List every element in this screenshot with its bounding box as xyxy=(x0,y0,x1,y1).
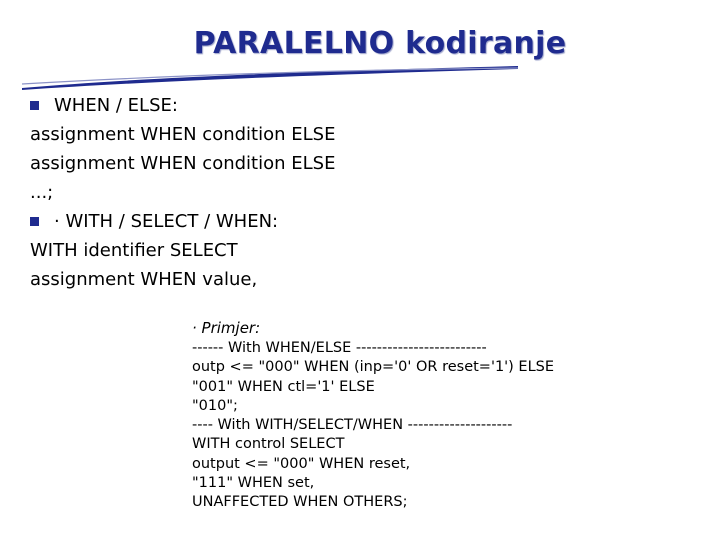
example-title: · Primjer: xyxy=(192,319,261,337)
code-line: ---- With WITH/SELECT/WHEN -------------------- xyxy=(192,417,513,434)
square-bullet-icon xyxy=(30,101,39,110)
code-line: outp <= "000" WHEN (inp='0' OR reset='1') ELSE xyxy=(192,359,555,376)
body-line: WITH identifier SELECT xyxy=(30,240,238,261)
example-block xyxy=(192,317,554,513)
bullet-line-with-select xyxy=(30,207,278,236)
code-line: "010"; xyxy=(192,397,238,414)
code-line: "001" WHEN ctl='1' ELSE xyxy=(192,378,375,395)
code-line: "111" WHEN set, xyxy=(192,475,315,492)
code-line: ------ With WHEN/ELSE ------------------------- xyxy=(192,340,487,356)
body-line: assignment WHEN condition ELSE xyxy=(30,124,336,145)
code-line: UNAFFECTED WHEN OTHERS; xyxy=(192,494,408,511)
bullet-text: · WITH / SELECT / WHEN: xyxy=(54,211,279,232)
body-line: ...; xyxy=(30,182,54,203)
body-line: assignment WHEN condition ELSE xyxy=(30,153,336,174)
bullet-text: WHEN / ELSE: xyxy=(54,95,178,116)
body-line: assignment WHEN value, xyxy=(30,269,258,290)
code-line: WITH control SELECT xyxy=(192,436,345,453)
title-underline-swoosh xyxy=(20,64,520,92)
slide-title: PARALELNO kodiranje xyxy=(193,26,567,61)
square-bullet-icon xyxy=(30,217,39,226)
code-line: output <= "000" WHEN reset, xyxy=(192,455,411,472)
bullet-line-when-else xyxy=(30,91,178,120)
